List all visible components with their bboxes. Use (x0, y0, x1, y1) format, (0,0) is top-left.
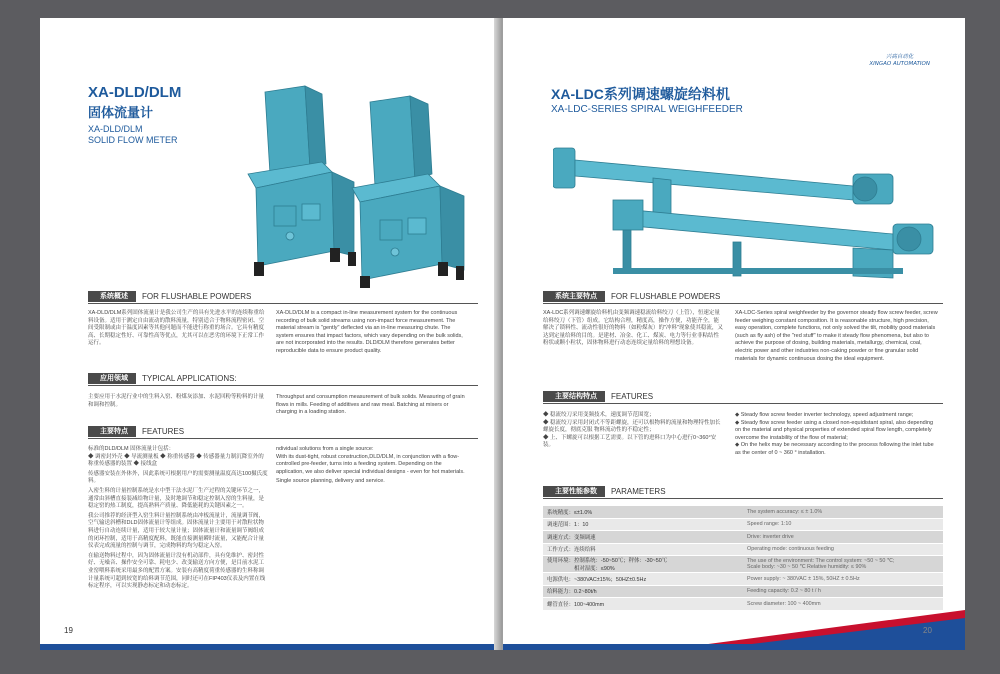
param-en: Feeding capacity: 0.2 ~ 80 t / h (743, 585, 943, 598)
param-en: Speed range: 1:10 (743, 518, 943, 531)
list-item: ◆ 上、下螺旋可以根据工艺需要。以下管的进料口为中心进行0~360°安装。 (543, 435, 723, 450)
table-row (543, 573, 943, 586)
param-en: Operating mode: continuous feeding (743, 543, 943, 556)
left-title-cn: 固体流量计 (88, 105, 154, 120)
table-row (543, 585, 943, 598)
parameters-table (543, 506, 943, 611)
brand-en: XINGAO AUTOMATION (869, 61, 930, 67)
solid-flow-meter-image (230, 76, 480, 291)
section-applications-header (88, 373, 478, 384)
overview-text-cn: XA-DLD/DLM系列固体流量计是我公司生产的具有先进水平的连续称重给料设备。适用于测定自由流动的散料流量，特别适合于物料流程密闭、空间受限制或由于温度因素等其他问题而不能进行称重的场合。它具有精度高、长期稳定性好、可靠性高等优点，尤其可以在恶劣的环境下正常工作运行。 (88, 310, 265, 347)
section-tag: 应用领域 (88, 373, 136, 384)
left-title-en-model: XA-DLD/DLM (88, 124, 143, 134)
table-row (543, 531, 943, 544)
features-paragraph: 入密生料的计量控制系统是水中型干法水泥厂生产过程的关键环节之一，通常由斜槽直接装减给物计量，及时地调节和稳定控制入窑的生料量，是稳定窑的热工制度，提高熟料产质量、降低能耗的关键因素之一。 (88, 487, 265, 510)
section-tag: 主要结构特点 (543, 391, 605, 402)
features-paragraph: With its dust-tight, robust construction,DLD/DLM, in conjunction with a flow-controlled pre-feeder, turns into a feeding system. Depending on the application, we also deliver special individual designs - even for hot materials. (276, 453, 465, 475)
right-title-cn: XA-LDC系列调速螺旋给料机 (551, 86, 730, 102)
list-item: ◆ 称重传感器 (160, 454, 195, 460)
param-cn: 工作方式：连续给料 (543, 543, 743, 556)
features-paragraph: 我公司推荐的经济型入窑生料计量控制系统由冲板流量计，流量调节阀，空气输送斜槽和DLD固体流量计等组成。固体流量计主要用于对散粒状物料进行自动连续计量，适用于较大量计量；固体流量计和流量调节阀组成的闭环控制，适用于高精度配料，既能直接测量瞬时流量，又能配合计量仪表完成流量的控制与调节，完成物料的均匀稳定入窑。 (88, 512, 265, 550)
param-en: Power supply: ~ 380VAC ± 15%, 50HZ ± 0.5Hz (743, 573, 943, 586)
table-row (543, 506, 943, 518)
left-title-model: XA-DLD/DLM (88, 84, 182, 101)
param-cn: 给料能力：0.2~80t/h (543, 585, 743, 598)
features-paragraph: ndividual solutions from a single source: (276, 446, 374, 452)
section-structure-header (543, 391, 943, 402)
section-title-en: FOR FLUSHABLE POWDERS (611, 292, 721, 301)
section-title-en: PARAMETERS (611, 487, 666, 496)
param-en: The use of the environment: The control system: ~50 ~ 50 ℃; Scale body: ~30 ~ 50 ℃ Relative humidity: ≤ 90% (743, 556, 943, 573)
section-tag: 主要特点 (88, 426, 136, 437)
left-page (40, 18, 498, 650)
section-tag: 系统主要特点 (543, 291, 605, 302)
overview-text-en: XA-LDC-Series spiral weighfeeder by the governor steady flow screw feeder, screw feeder weighing constant composition. It is reasonable structure, high precision, easy operation, complete functions, not only solved the tilt, mobility good materials (such as fly ash) of the "red stuff" to make it steady flow phenomena, but also to achieve the purpose of dosing, building materials, metallurgy, chemical, coal, electric power and other industries non-caking powder or fine granular solid materials for dynamic continuous dosing the ideal equipment. (735, 310, 938, 362)
list-item: ◆ 稳流绞刀采用封闭式不等距螺旋，还可以根物料的流量和物理特性加长螺旋长度，彻底克服 物料流动性的不稳定性； (543, 420, 723, 435)
param-cn: 螺管直径：100~400mm (543, 598, 743, 611)
overview-text-cn: XA-LDC系列调速螺旋给料机由变频调速稳流给料绞刀（上管），恒速定量给料绞刀（下管）组成。它结构合理，精度高，操作方便，功能齐全，能解决了锁料性、流动性很好的物料（如粉煤灰）的"冲料"现象使其稳流，又达到定量给料的目的。是建材、冶金、化工、煤炭、电力等行业非粘结性粉状或颗小粒状，固体物料进行动态连续定量给料的理想设备。 (543, 310, 723, 347)
section-features-header (88, 426, 478, 437)
section-parameters-header (543, 486, 943, 497)
page-number: 19 (64, 626, 73, 635)
param-en: The system accuracy: ≤ ± 1.0% (743, 506, 943, 518)
list-item: ◆ 调密封外壳 (88, 454, 123, 460)
bottom-stripe (503, 644, 965, 650)
list-item: ◆ On the helix may be necessary according to the process following the inlet tube as the center of 0 ~ 360 ° installation. (735, 442, 940, 457)
section-tag: 主要性能参数 (543, 486, 605, 497)
brand-logo (869, 54, 930, 68)
spiral-weighfeeder-image (553, 138, 953, 288)
param-cn: 电源供电：~380VAC±15%；50HZ±0.5Hz (543, 573, 743, 586)
table-row (543, 556, 943, 573)
list-item: ◆ 传感器量力制沉降室外的称重传感器的装置 (88, 454, 264, 468)
features-intro: 标准的DLD/DLM 固体流量计包括： (88, 446, 175, 452)
applications-text-cn: 主要应用于水泥行业中的生料入窑、粉煤灰添加、水泥回粉等粉料的计量和调和控制。 (88, 394, 265, 408)
features-list (88, 454, 268, 469)
section-overview-header (88, 291, 478, 302)
section-title-en: FEATURES (611, 392, 654, 401)
structure-text-cn (543, 412, 723, 450)
section-title-en: TYPICAL APPLICATIONS: (142, 374, 237, 383)
list-item: ◆ 稳流绞刀采用变频技术，速度调节范围宽； (543, 412, 723, 420)
features-paragraph: 在输送物料过程中，因为固体流量计没有机动部件，具有免维护、密封性好、无噪音、操作安全可靠、耗电少、改变输送方向方便，是目前水泥工业窑喂料系统采用最多的配置方案。安装有高精度荷重传感器的生料称调计量系统可超到较宽的给料调节范围，同时还可在FIP403仪表及内置在线标定程序，可以实现静态标定和动态标定。 (88, 552, 266, 590)
section-title-en: FEATURES (142, 427, 185, 436)
param-en: Screw diameter: 100 ~ 400mm (743, 598, 943, 611)
page-number: 20 (923, 626, 932, 635)
list-item: ◆ 导流测量板 (124, 454, 159, 460)
structure-text-en (735, 412, 940, 458)
bottom-stripe (40, 644, 498, 650)
param-cn: 调速方式：变频调速 (543, 531, 743, 544)
param-cn: 使用环境：控制系统：-50~50℃；秤体：-30~50℃ 相对湿度：≤90% (543, 556, 743, 573)
right-title-en: XA-LDC-SERIES SPIRAL WEIGHFEEDER (551, 104, 743, 115)
list-item: ◆ Steady flow screw feeder inverter technology, speed adjustment range; (735, 412, 940, 420)
param-en: Drive: inverter drive (743, 531, 943, 544)
section-tag: 系统概述 (88, 291, 136, 302)
param-cn: 系统精度：≤±1.0% (543, 506, 743, 518)
param-cn: 调速范围：1：10 (543, 518, 743, 531)
features-paragraph: 传感器安装在外体外，因此系统可根据用户的需要测量温度高达100摄氏度料。 (88, 470, 268, 485)
table-row (543, 518, 943, 531)
overview-text-en: XA-DLD/DLM is a compact in-line measurement system for the continuous recording of bulk solid streams using non-impact force measurement. The material stream is "gently" deflected via an in-line measuring chute. The system ensures that impact factors, which vary depending on the bulk solids, are not incorporated into the results. DLD/DLM therefore generates better reproducible data to ensure product quality. (276, 310, 463, 354)
brand-cn: 兴高自动化 (885, 54, 914, 60)
left-title-en: SOLID FLOW METER (88, 135, 178, 145)
features-text-en (276, 446, 468, 486)
table-row (543, 543, 943, 556)
right-page (503, 18, 965, 650)
applications-text-en: Throughput and consumption measurement of bulk solids. Measuring of grain flows in mills. Feeding of additives and raw meal. Batching at mixers or charging in a loading station. (276, 394, 465, 416)
section-overview-header (543, 291, 943, 302)
list-item: ◆ Steady flow screw feeder using a closed non-equidistant spiral, also depending on the material and physical properties of extended spiral flow length, completely overcome the instability of the flow of material; (735, 420, 940, 443)
features-text-cn (88, 446, 268, 591)
features-paragraph: Single source planning, delivery and service. (276, 478, 385, 485)
list-item: ◆ 接线盒 (134, 461, 158, 467)
section-title-en: FOR FLUSHABLE POWDERS (142, 292, 252, 301)
